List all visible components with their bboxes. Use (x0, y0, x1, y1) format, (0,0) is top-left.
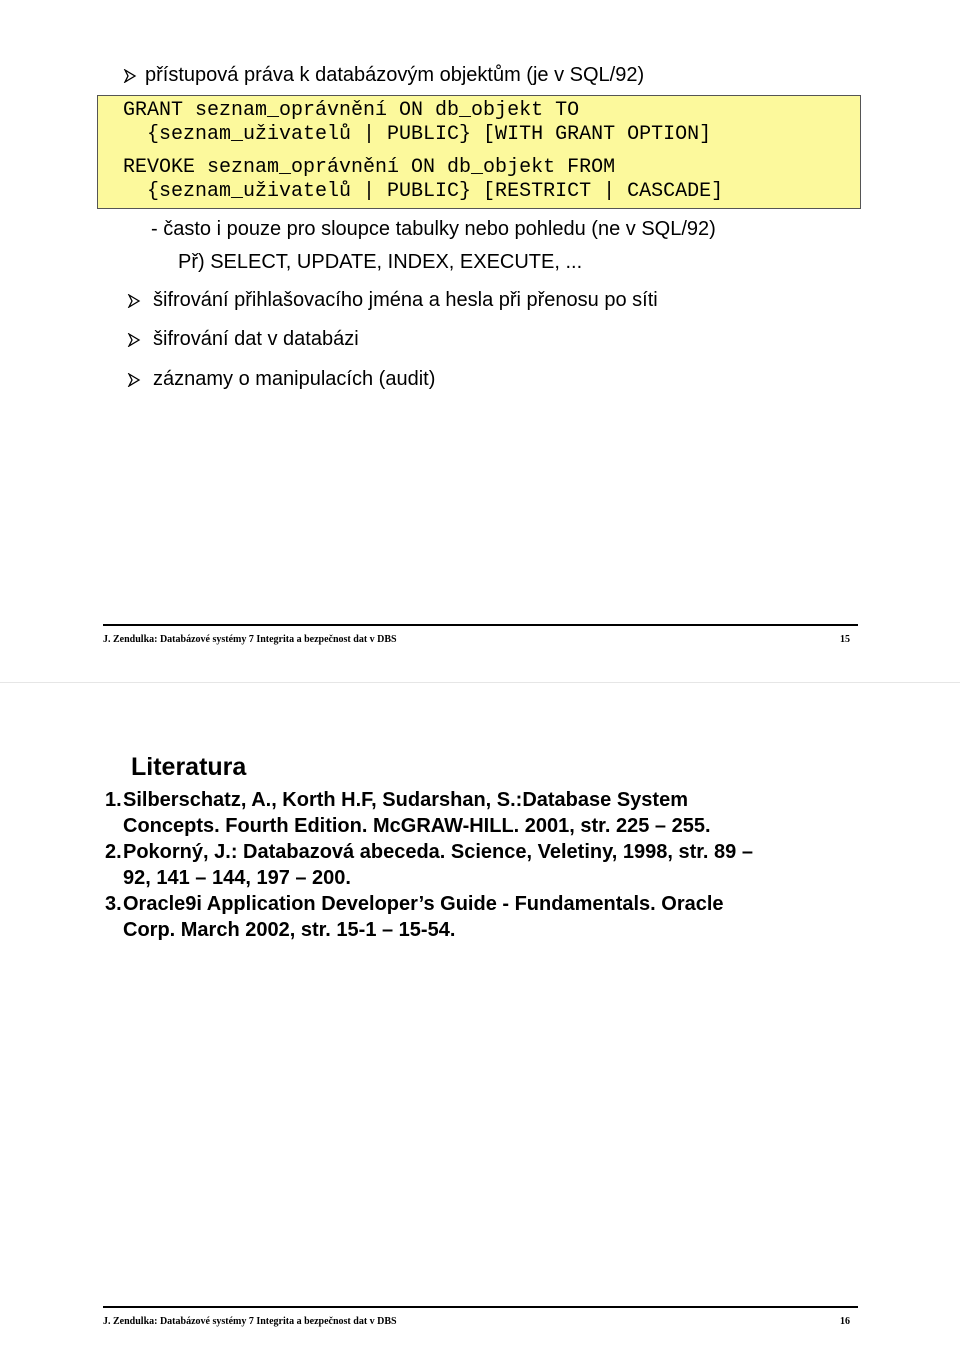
arrow-bullet-icon (127, 294, 141, 308)
reference-line: Oracle9i Application Developer’s Guide - Fundamentals. Oracle (123, 893, 724, 915)
reference-number: 3. (105, 893, 122, 915)
code-line: {seznam_uživatelů | PUBLIC} [RESTRICT | CASCADE] (123, 180, 724, 203)
example-privileges: Př) SELECT, UPDATE, INDEX, EXECUTE, ... (178, 251, 583, 273)
arrow-bullet-icon (127, 333, 141, 347)
code-line: {seznam_uživatelů | PUBLIC} [WITH GRANT OPTION] (123, 123, 712, 146)
slide-footer (103, 624, 858, 664)
reference-number: 1. (105, 789, 122, 811)
slide-title: Literatura (131, 753, 247, 781)
reference-line: Concepts. Fourth Edition. McGRAW-HILL. 2001, str. 225 – 255. (123, 815, 711, 837)
bullet-access-rights (123, 64, 644, 87)
bullet-encrypt-login (127, 289, 658, 312)
bullet-text: přístupová práva k databázovým objektům (je v SQL/92) (145, 64, 645, 86)
page-number: 16 (840, 1316, 850, 1327)
dash-item-columns: - často i pouze pro sloupce tabulky nebo pohledu (ne v SQL/92) (151, 218, 716, 240)
bullet-text: šifrování dat v databázi (153, 328, 359, 350)
reference-item (105, 893, 724, 916)
footer-rule (103, 1306, 858, 1308)
code-line: REVOKE seznam_oprávnění ON db_objekt FROM (123, 156, 616, 179)
footer-text: J. Zendulka: Databázové systémy 7 Integrita a bezpečnost dat v DBS (103, 1316, 397, 1327)
slide-footer (103, 1306, 858, 1346)
code-line: GRANT seznam_oprávnění ON db_objekt TO (123, 99, 580, 122)
arrow-bullet-icon (127, 373, 141, 387)
arrow-bullet-icon (123, 69, 137, 83)
sql-code-box (97, 95, 861, 209)
footer-rule (103, 624, 858, 626)
bullet-encrypt-data (127, 328, 359, 351)
reference-number: 2. (105, 841, 122, 863)
bullet-text: šifrování přihlašovacího jména a hesla při přenosu po síti (153, 289, 658, 311)
reference-line: Corp. March 2002, str. 15-1 – 15-54. (123, 919, 456, 941)
bullet-text: záznamy o manipulacích (audit) (153, 368, 436, 390)
slide-15 (0, 0, 960, 683)
reference-item (105, 789, 688, 812)
page-number: 15 (840, 634, 850, 645)
slide-16 (0, 683, 960, 1367)
reference-line: Silberschatz, A., Korth H.F, Sudarshan, S.:Database System (123, 789, 688, 811)
reference-line: Pokorný, J.: Databazová abeceda. Science, Veletiny, 1998, str. 89 – (123, 841, 753, 863)
reference-item (105, 841, 753, 864)
reference-line: 92, 141 – 144, 197 – 200. (123, 867, 351, 889)
bullet-audit (127, 368, 435, 391)
footer-text: J. Zendulka: Databázové systémy 7 Integrita a bezpečnost dat v DBS (103, 634, 397, 645)
